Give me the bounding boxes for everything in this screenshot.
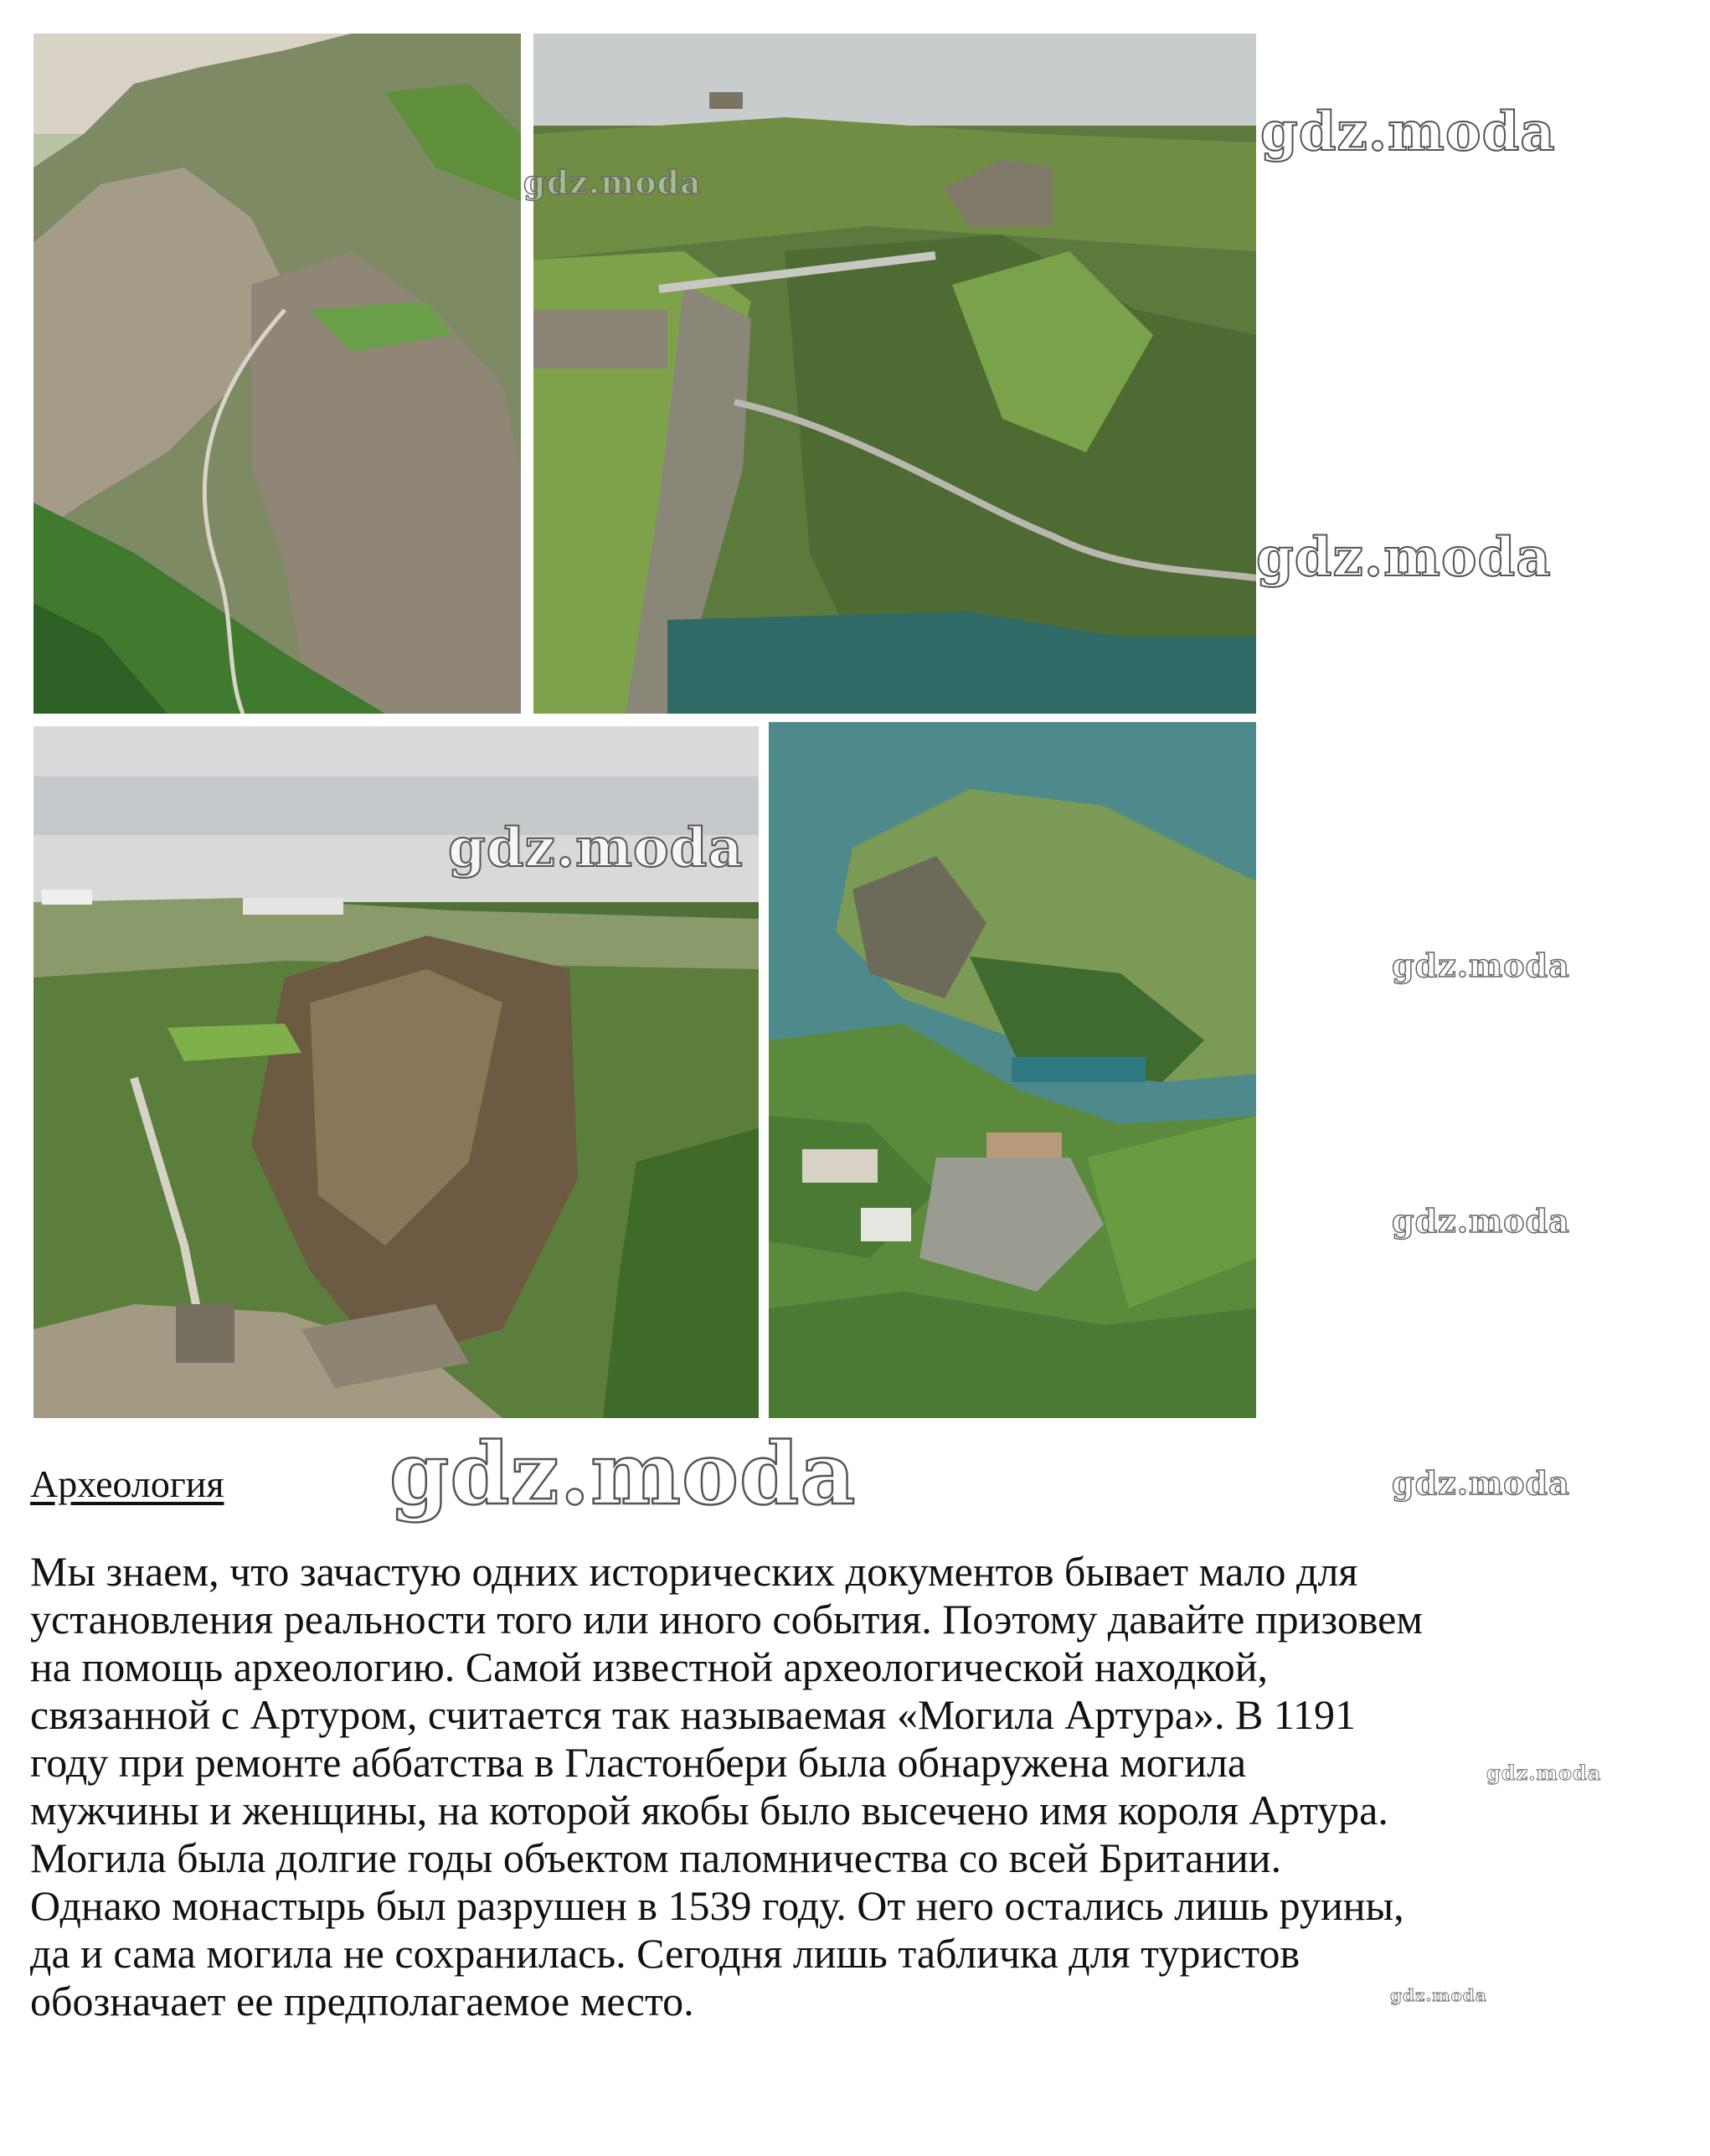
- watermark: gdz.moda: [1392, 946, 1570, 984]
- section-heading: Археология: [30, 1462, 224, 1505]
- body-line: году при ремонте аббатства в Гластонбери была обнаружена могила: [30, 1739, 1247, 1786]
- body-line: установления реальности того или иного события. Поэтому давайте призовем: [30, 1596, 1423, 1643]
- watermark: gdz.moda: [1260, 101, 1556, 163]
- body-line: на помощь археологию. Самой известной археологической находкой,: [30, 1643, 1269, 1690]
- body-line: да и сама могила не сохранилась. Сегодня лишь табличка для туристов: [30, 1930, 1301, 1977]
- aerial-coast-photo: [769, 722, 1256, 1418]
- body-line: связанной с Артуром, считается так называемая «Могила Артура». В 1191: [30, 1691, 1356, 1738]
- watermark: gdz.moda: [523, 163, 702, 201]
- article-body: [30, 1548, 1684, 2025]
- body-line: мужчины и женщины, на которой якобы было высечено имя короля Артура.: [30, 1787, 1388, 1834]
- body-line: Могила была долгие годы объектом паломничества со всей Британии.: [30, 1834, 1282, 1881]
- watermark: gdz.moda: [1392, 1202, 1570, 1240]
- watermark: gdz.moda: [1486, 1761, 1602, 1785]
- watermark: gdz.moda: [448, 817, 744, 879]
- body-line: Мы знаем, что зачастую одних исторических документов бывает мало для: [30, 1548, 1358, 1595]
- castle-bridge-photo: [533, 34, 1256, 714]
- watermark: gdz.moda: [1390, 1985, 1487, 2005]
- watermark: gdz.moda: [1392, 1464, 1570, 1502]
- watermark: gdz.moda: [1256, 526, 1552, 589]
- cliff-path-photo: [33, 34, 521, 714]
- watermark: gdz.moda: [389, 1424, 857, 1524]
- body-line: Однако монастырь был разрушен в 1539 году. От него остались лишь руины,: [30, 1882, 1404, 1929]
- body-line: обозначает ее предполагаемое место.: [30, 1978, 694, 2024]
